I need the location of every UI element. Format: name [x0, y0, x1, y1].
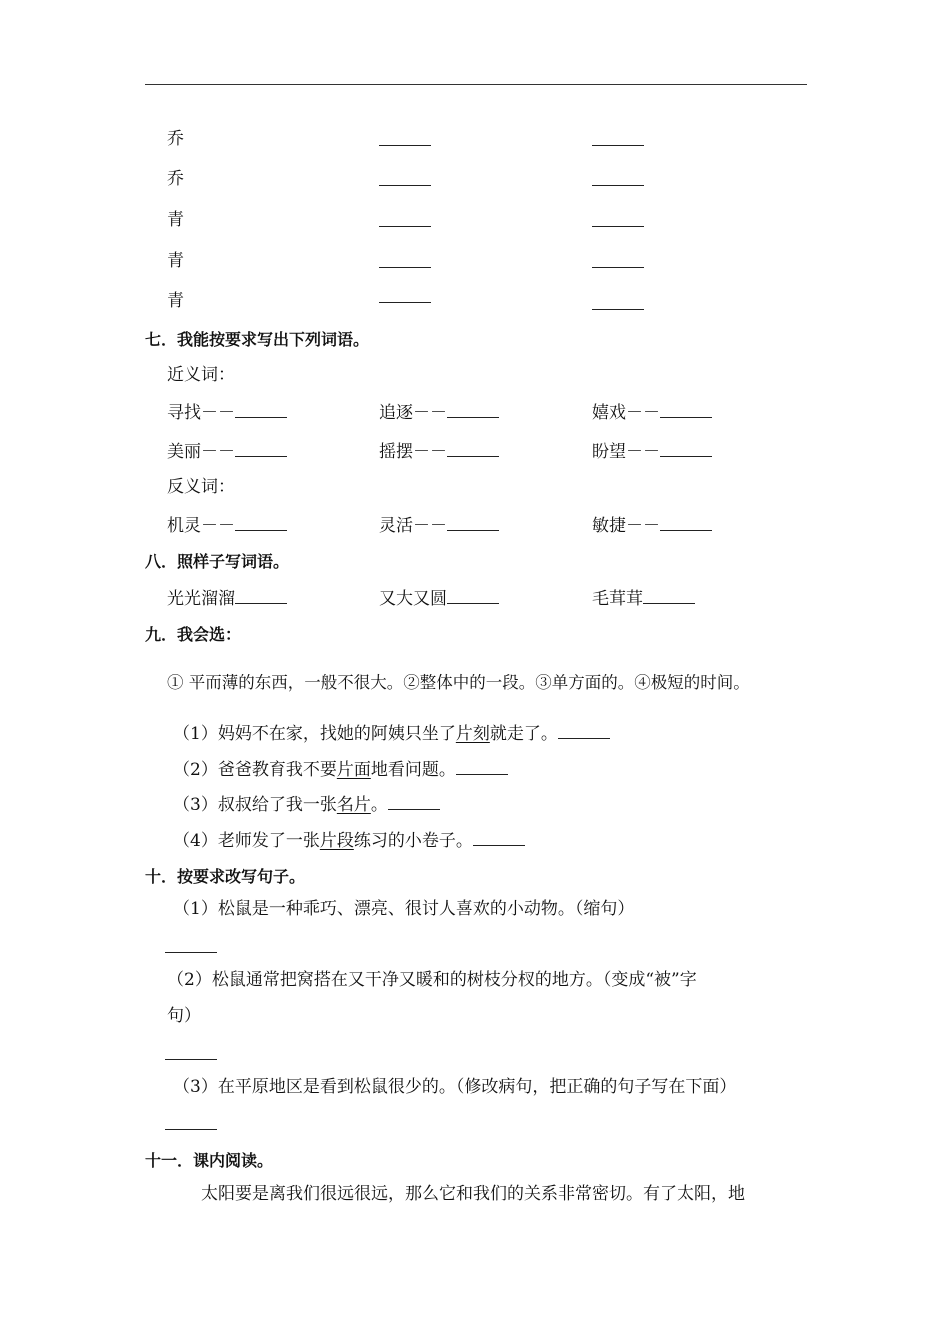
rewrite-question-2-line2: 句）: [167, 1006, 201, 1026]
question-4: （4）老师发了一张片段练习的小卷子。: [173, 828, 525, 852]
answer-blank[interactable]: [165, 1112, 217, 1130]
answer-blank[interactable]: [447, 400, 499, 418]
question-2: （2）爸爸教育我不要片面地看问题。: [173, 757, 508, 781]
section9-title: 九．我会选：: [145, 625, 242, 644]
synonym-item: 摇摆－－: [379, 439, 499, 463]
antonym-label: 反义词：: [167, 477, 235, 497]
answer-blank[interactable]: [592, 128, 644, 146]
char-2: 乔: [167, 169, 184, 189]
answer-blank[interactable]: [592, 168, 644, 186]
meanings-list: ① 平而薄的东西，一般不很大。②整体中的一段。③单方面的。④极短的时间。: [167, 673, 750, 692]
answer-blank[interactable]: [592, 209, 644, 227]
answer-blank[interactable]: [660, 513, 712, 531]
answer-blank[interactable]: [165, 1042, 217, 1060]
answer-blank[interactable]: [379, 285, 431, 303]
char-1: 乔: [167, 129, 184, 149]
answer-blank[interactable]: [643, 586, 695, 604]
section7-title: 七．我能按要求写出下列词语。: [145, 330, 370, 349]
answer-blank[interactable]: [379, 209, 431, 227]
answer-blank[interactable]: [379, 168, 431, 186]
answer-blank[interactable]: [592, 250, 644, 268]
answer-blank[interactable]: [447, 439, 499, 457]
pattern-item: 又大又圆: [379, 586, 499, 610]
synonym-item: 寻找－－: [167, 400, 287, 424]
answer-blank[interactable]: [379, 250, 431, 268]
answer-blank[interactable]: [379, 128, 431, 146]
target-word: 片刻: [455, 724, 490, 744]
char-5: 青: [167, 291, 184, 311]
synonym-label: 近义词：: [167, 365, 235, 385]
answer-blank[interactable]: [447, 513, 499, 531]
answer-blank[interactable]: [473, 828, 525, 846]
question-1: （1）妈妈不在家，找她的阿姨只坐了片刻就走了。: [173, 721, 610, 745]
rewrite-question-3: （3）在平原地区是看到松鼠很少的。（修改病句，把正确的句子写在下面）: [173, 1077, 737, 1097]
target-word: 片面: [336, 760, 371, 780]
answer-blank[interactable]: [447, 586, 499, 604]
answer-blank[interactable]: [235, 513, 287, 531]
header-rule: [145, 84, 807, 85]
answer-blank[interactable]: [165, 935, 217, 953]
antonym-item: 灵活－－: [379, 513, 499, 537]
target-word: 名片: [336, 795, 371, 815]
char-4: 青: [167, 251, 184, 271]
synonym-item: 盼望－－: [592, 439, 712, 463]
answer-blank[interactable]: [388, 792, 440, 810]
answer-blank[interactable]: [660, 400, 712, 418]
target-word: 片段: [319, 831, 354, 851]
rewrite-question-1: （1）松鼠是一种乖巧、漂亮、很讨人喜欢的小动物。（缩句）: [173, 899, 635, 919]
answer-blank[interactable]: [558, 721, 610, 739]
reading-paragraph: 太阳要是离我们很远很远，那么它和我们的关系非常密切。有了太阳，地: [201, 1184, 745, 1204]
answer-blank[interactable]: [592, 292, 644, 310]
question-3: （3）叔叔给了我一张名片。: [173, 792, 440, 816]
answer-blank[interactable]: [456, 757, 508, 775]
pattern-item: 光光溜溜: [167, 586, 287, 610]
answer-blank[interactable]: [660, 439, 712, 457]
synonym-item: 嬉戏－－: [592, 400, 712, 424]
section11-title: 十一．课内阅读。: [145, 1151, 274, 1170]
antonym-item: 机灵－－: [167, 513, 287, 537]
synonym-item: 追逐－－: [379, 400, 499, 424]
rewrite-question-2-line1: （2）松鼠通常把窝搭在又干净又暖和的树枝分杈的地方。（变成“被”字: [167, 970, 697, 990]
answer-blank[interactable]: [235, 400, 287, 418]
char-3: 青: [167, 210, 184, 230]
synonym-item: 美丽－－: [167, 439, 287, 463]
section10-title: 十．按要求改写句子。: [145, 867, 306, 886]
pattern-item: 毛茸茸: [592, 586, 695, 610]
answer-blank[interactable]: [235, 586, 287, 604]
antonym-item: 敏捷－－: [592, 513, 712, 537]
section8-title: 八．照样子写词语。: [145, 552, 290, 571]
answer-blank[interactable]: [235, 439, 287, 457]
